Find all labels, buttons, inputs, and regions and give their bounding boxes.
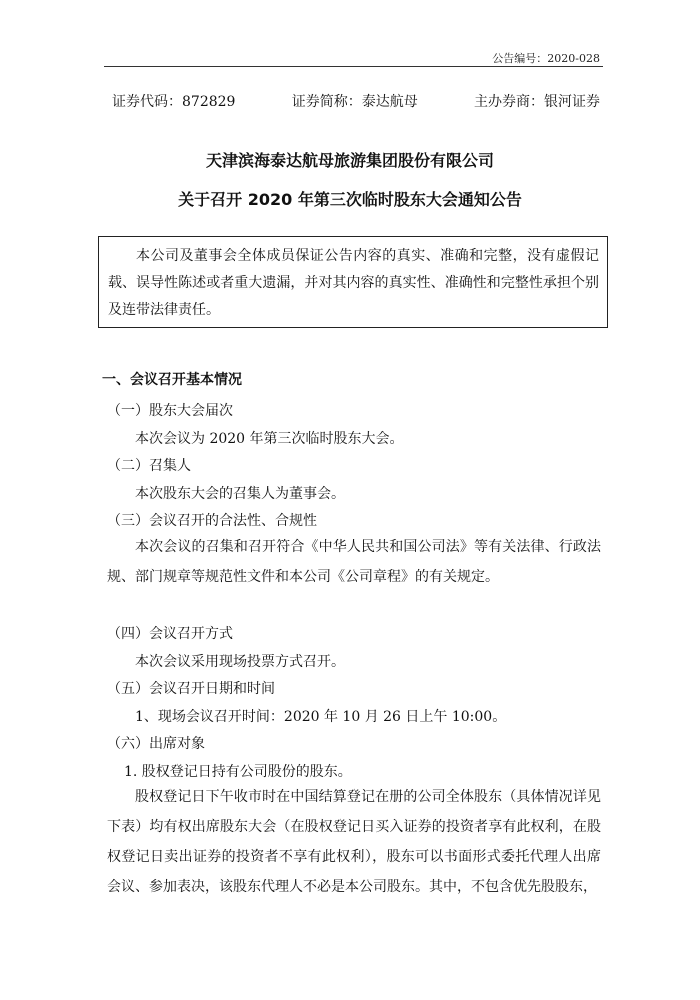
subsection-title-3: （三）会议召开的合法性、合规性 xyxy=(107,513,317,529)
company-title: 天津滨海泰达航母旅游集团股份有限公司 xyxy=(205,151,494,170)
subsection-body-3: 本次会议的召集和召开符合《中华人民共和国公司法》等有关法律、行政法规、部门规章等规范性文件和本公司《公司章程》的有关规定。 xyxy=(107,539,601,585)
subsection-title-4: （四）会议召开方式 xyxy=(107,626,233,642)
subsection-body-1: 本次会议为 2020 年第三次临时股东大会。 xyxy=(135,431,404,447)
security-code: 证券代码：872829 xyxy=(112,94,236,110)
sponsor-broker: 主办券商：银河证券 xyxy=(473,94,600,110)
subsection-title-2: （二）召集人 xyxy=(107,458,191,474)
section-heading: 一、会议召开基本情况 xyxy=(102,372,242,388)
security-info-row xyxy=(112,91,600,111)
subsection-body-4: 本次会议采用现场投票方式召开。 xyxy=(135,654,345,670)
header-divider xyxy=(104,66,603,67)
announcement-number: 公告编号：2020-028 xyxy=(492,52,600,65)
subsection-title-5: （五）会议召开日期和时间 xyxy=(107,681,275,697)
subsection-title-1: （一）股东大会届次 xyxy=(107,403,233,419)
subsection-body-2: 本次股东大会的召集人为董事会。 xyxy=(135,486,345,502)
subsection-body-6: 股权登记日下午收市时在中国结算登记在册的公司全体股东（具体情况详见下表）均有权出席股东大会（在股权登记日买入证券的投资者享有此权利，在股权登记日卖出证券的投资者不享有此权利），股东可以书面形式委托代理人出席会议、参加表决，该股东代理人不必是本公司股东。其中，不包含优先股股东， xyxy=(107,789,601,895)
security-abbreviation: 证券简称：泰达航母 xyxy=(291,94,418,110)
subsection-body-5: 1、现场会议召开时间：2020 年 10 月 26 日上午 10:00。 xyxy=(135,709,507,725)
subsection-title-6: （六）出席对象 xyxy=(107,736,205,752)
announcement-title: 关于召开 2020 年第三次临时股东大会通知公告 xyxy=(178,190,522,209)
disclaimer-box: 本公司及董事会全体成员保证公告内容的真实、准确和完整，没有虚假记载、误导性陈述或者重大遗漏，并对其内容的真实性、准确性和完整性承担个别及连带法律责任。 xyxy=(98,236,608,328)
subsection-item-6-1: 1. 股权登记日持有公司股份的股东。 xyxy=(124,764,352,780)
